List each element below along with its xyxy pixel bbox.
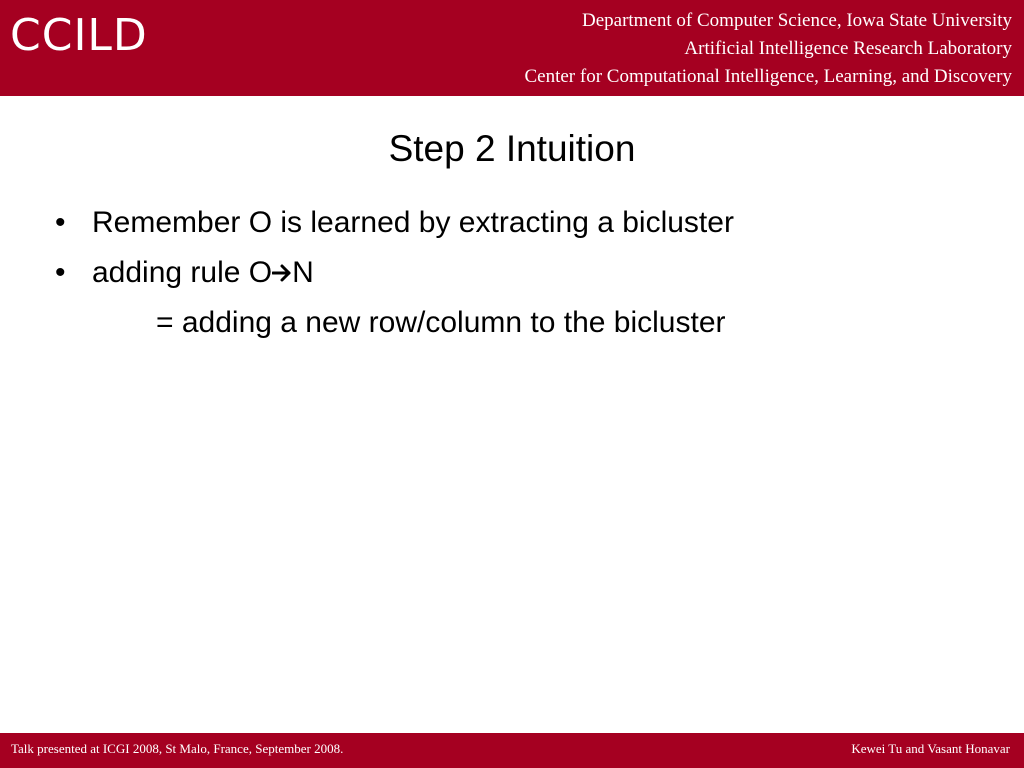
right-arrow-icon [272, 263, 292, 283]
bullet-text-after-arrow: N [292, 256, 314, 289]
affiliation-line-center: Center for Computational Intelligence, Learning, and Discovery [524, 66, 1012, 87]
footer-event: Talk presented at ICGI 2008, St Malo, France, September 2008. [11, 741, 344, 756]
affiliation-line-department: Department of Computer Science, Iowa State University [581, 10, 1012, 31]
affiliation-block [524, 7, 1012, 91]
slide-content [55, 198, 995, 348]
affiliation-line-lab: Artificial Intelligence Research Laboratory [684, 38, 1012, 59]
bullet-text: Remember O is learned by extracting a bicluster [92, 206, 734, 239]
footer-bar [0, 733, 1024, 768]
cclid-logo: CCILD [10, 10, 148, 61]
footer-authors: Kewei Tu and Vasant Honavar [851, 741, 1010, 756]
continuation-line: = adding a new row/column to the bicluster [156, 306, 726, 339]
bullet-item [55, 248, 995, 298]
slide-title: Step 2 Intuition [388, 128, 636, 169]
bullet-item [55, 198, 995, 248]
bullet-marker: • [55, 256, 66, 289]
header-bar [0, 0, 1024, 96]
bullet-text: adding rule O [92, 256, 273, 289]
bullet-marker: • [55, 206, 66, 239]
